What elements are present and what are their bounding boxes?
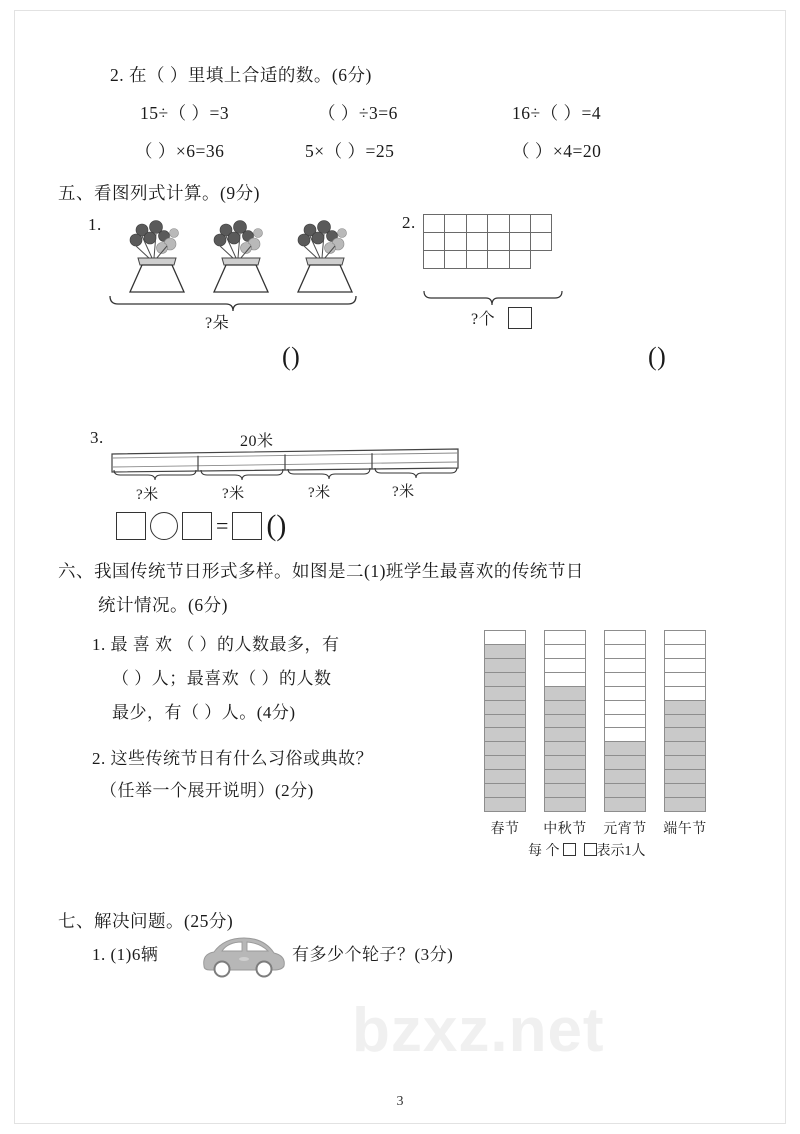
bar-label-春节: 春节 [490,822,520,837]
brace-label-duo: ?朵 [205,315,230,332]
section6-q1-line1: 1. 最 喜 欢 （ ）的人数最多，有 [92,635,340,654]
grid-row [424,251,552,269]
car-icon [198,932,290,978]
section5-item3-number: 3. [90,428,104,447]
section5-heading: 五、看图列式计算。(9分) [58,183,260,203]
festival-bar-chart [484,630,714,812]
bar-端午节 [664,630,706,812]
rope-total-label: 20米 [240,433,274,450]
bar-cell-filled [605,742,645,756]
grid-cell [466,232,489,251]
item1-answer-paren[interactable]: () [282,342,301,371]
bar-cell-filled [665,742,705,756]
bar-cell-filled [545,687,585,701]
equation-equals: = [216,513,229,538]
bar-cell-empty [665,687,705,701]
page-number: 3 [396,1094,404,1109]
section6-q2-line2: （任举一个展开说明）(2分) [100,781,314,800]
bar-cell-filled [485,728,525,742]
section7-q1-prefix: 1. (1)6辆 [92,945,159,964]
car-illustration [198,932,290,983]
bar-cell-empty [545,645,585,659]
section5-item2-number: 2. [402,213,416,232]
bar-cell-filled [665,728,705,742]
bar-cell-filled [665,715,705,729]
bar-cell-empty [545,631,585,645]
bar-cell-empty [605,687,645,701]
q4-item2-r0c1: （ ）÷3=6 [318,103,398,123]
rope-seg-label-4: ?米 [392,484,415,500]
grid-cell [530,214,553,233]
grid-cell [444,250,467,269]
bar-cell-filled [545,784,585,798]
item2-answer-paren[interactable]: () [648,342,667,371]
bar-cell-empty [605,701,645,715]
item3-equation [116,509,287,542]
bar-cell-empty [545,673,585,687]
section7-heading: 七、解决问题。(25分) [58,911,234,931]
section6-q1-line3: 最少，有（ ）人。(4分) [112,703,296,722]
grid-cell [509,250,532,269]
bar-cell-filled [665,784,705,798]
bar-cell-empty [665,659,705,673]
grid-cell [423,232,446,251]
grid-cell [423,214,446,233]
flower-pot-icon [280,218,370,296]
equation-box-2[interactable] [182,512,212,540]
bar-cell-empty [665,645,705,659]
bar-cell-filled [485,645,525,659]
bar-label-元宵节: 元宵节 [603,822,647,837]
bar-cell-empty [665,673,705,687]
rope-seg-label-1: ?米 [136,487,159,503]
bar-cell-filled [605,798,645,811]
grid-cell [466,214,489,233]
section5-item1-number: 1. [88,215,102,234]
bar-cell-empty [605,631,645,645]
bar-cell-empty [485,631,525,645]
watermark: bzxz.net [352,996,605,1065]
grid-row [424,215,552,233]
bar-cell-filled [665,701,705,715]
grid-answer-box[interactable] [508,307,532,329]
bar-cell-filled [665,798,705,811]
item3-answer-paren[interactable]: () [266,509,287,542]
bar-cell-empty [545,659,585,673]
section6-q2-line1: 2. 这些传统节日有什么习俗或典故？ [92,749,373,768]
bar-cell-filled [545,756,585,770]
bar-cell-filled [545,798,585,811]
bar-cell-filled [545,770,585,784]
bar-cell-filled [485,715,525,729]
grid-cell [423,250,446,269]
bar-cell-empty [605,645,645,659]
brace-under-pots [108,292,358,314]
rope-seg-label-3: ?米 [308,485,331,501]
grid-cell [509,232,532,251]
q4-item2-r0c0: 15÷（ ）=3 [140,103,230,123]
flower-pot-3 [280,218,370,301]
bar-中秋节 [544,630,586,812]
equation-operator-circle[interactable] [150,512,178,540]
grid-figure [424,215,552,269]
bar-cell-filled [605,784,645,798]
bar-cell-empty [605,659,645,673]
bar-cell-filled [545,701,585,715]
grid-cell [444,232,467,251]
bar-cell-empty [605,715,645,729]
flower-pot-2 [196,218,286,301]
bar-cell-filled [665,756,705,770]
equation-box-1[interactable] [116,512,146,540]
rope-seg-label-2: ?米 [222,486,245,502]
section6-heading-line1: 六、我国传统节日形式多样。如图是二(1)班学生最喜欢的传统节日 [58,561,584,581]
bar-cell-empty [665,631,705,645]
section6-q1-line2: （ ）人；最喜欢（ ）的人数 [112,669,332,688]
bar-春节 [484,630,526,812]
flower-pot-1 [112,218,202,301]
bar-cell-empty [605,673,645,687]
bar-cell-filled [485,770,525,784]
equation-box-3[interactable] [232,512,262,540]
legend-text-after: 表示1人 [596,844,646,859]
grid-cell [487,232,510,251]
bar-cell-filled [485,742,525,756]
legend-square-icon-2 [584,843,597,856]
bar-cell-filled [485,701,525,715]
bar-cell-filled [605,756,645,770]
bar-元宵节 [604,630,646,812]
bar-cell-filled [485,673,525,687]
q4-item2-r1c2: （ ）×4=20 [512,141,602,161]
bar-cell-filled [665,770,705,784]
grid-cell [530,232,553,251]
grid-cell [509,214,532,233]
grid-cell [444,214,467,233]
legend-square-icon [563,843,576,856]
legend-text-before: 每 个 [528,844,560,859]
section7-q1-suffix: 有多少个轮子？(3分) [292,945,454,964]
bar-cell-filled [485,784,525,798]
bar-label-端午节: 端午节 [663,822,707,837]
grid-row [424,233,552,251]
q4-item2-r1c1: 5×（ ）=25 [305,141,395,161]
chart-legend [528,840,646,860]
grid-cell [487,250,510,269]
bar-cell-filled [545,742,585,756]
flower-pot-icon [196,218,286,296]
bar-cell-filled [485,687,525,701]
q4-item2-prompt: 2. 在（ ）里填上合适的数。(6分) [110,65,372,85]
bar-cell-filled [605,770,645,784]
bar-cell-filled [485,659,525,673]
bar-label-中秋节: 中秋节 [543,822,587,837]
grid-cell [466,250,489,269]
q4-item2-r1c0: （ ）×6=36 [135,141,225,161]
bar-cell-filled [545,728,585,742]
section6-heading-line2: 统计情况。(6分) [98,595,228,615]
brace-under-grid [422,288,564,308]
bar-cell-filled [485,798,525,811]
bar-cell-filled [485,756,525,770]
bar-cell-empty [605,728,645,742]
q4-item2-r0c2: 16÷（ ）=4 [512,103,602,123]
bar-cell-filled [545,715,585,729]
grid-cell [487,214,510,233]
flower-pot-icon [112,218,202,296]
grid-brace-label: ?个 [471,311,496,328]
